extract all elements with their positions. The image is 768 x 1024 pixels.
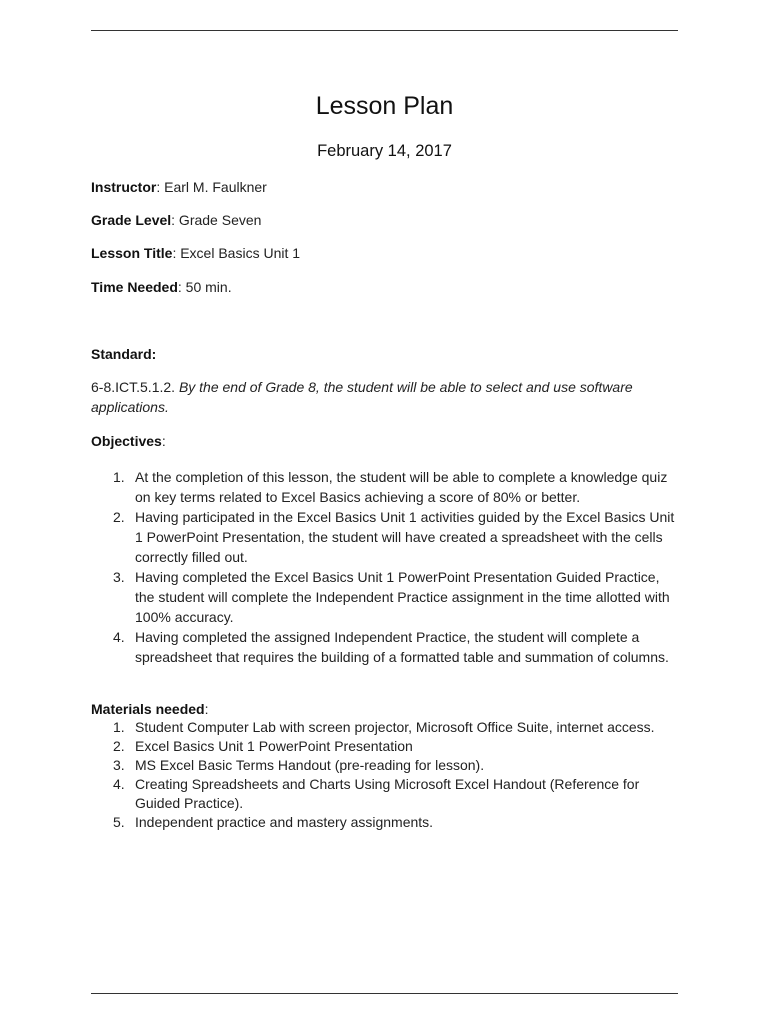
material-text: Excel Basics Unit 1 PowerPoint Presentation — [135, 738, 413, 754]
time-needed-field — [91, 278, 232, 296]
list-number: 1. — [113, 469, 125, 485]
standard-heading — [91, 345, 156, 363]
material-text: MS Excel Basic Terms Handout (pre-reading for lesson). — [135, 757, 485, 773]
list-number: 4. — [113, 629, 125, 645]
material-text: Independent practice and mastery assignments. — [135, 814, 434, 830]
document-title: Lesson Plan — [315, 92, 454, 120]
list-item — [91, 718, 678, 737]
standard-heading-text: Standard: — [91, 346, 157, 362]
list-item — [91, 627, 678, 667]
list-item — [91, 737, 678, 756]
grade-level-field — [91, 211, 261, 229]
list-number: 4. — [113, 776, 125, 792]
materials-heading-text: Materials needed — [91, 701, 205, 717]
materials-heading-suffix: : — [204, 701, 209, 717]
footer-rule — [91, 993, 678, 994]
materials-heading — [91, 700, 209, 718]
list-number: 2. — [113, 738, 125, 754]
lesson-title-value: : Excel Basics Unit 1 — [172, 245, 301, 261]
objectives-heading-suffix: : — [161, 433, 166, 449]
list-item — [91, 756, 678, 775]
list-number: 5. — [113, 814, 125, 830]
objective-text: Having participated in the Excel Basics Unit 1 activities guided by the Excel Basics Unit 1 PowerPoint Presentation, the student will have created a spreadsheet with the cells correctly filled out. — [135, 509, 675, 565]
list-item — [91, 813, 678, 832]
materials-list — [91, 718, 678, 832]
lesson-title-field — [91, 244, 300, 262]
objective-text: At the completion of this lesson, the student will be able to complete a knowledge quiz on key terms related to Excel Basics achieving a score of 80% or better. — [135, 469, 668, 505]
document-date: February 14, 2017 — [317, 142, 452, 160]
objective-text: Having completed the Excel Basics Unit 1 PowerPoint Presentation Guided Practice, the student will complete the Independent Practice assignment in the time allotted with 100% accuracy. — [135, 569, 670, 625]
standard-description: By the end of Grade 8, the student will be able to select and use software applications. — [91, 379, 633, 415]
objectives-heading — [91, 432, 166, 450]
list-item — [91, 507, 678, 567]
list-number: 3. — [113, 569, 125, 585]
standard-code: 6-8.ICT.5.1.2. — [91, 379, 179, 395]
time-needed-label: Time Needed — [91, 279, 178, 295]
time-needed-value: : 50 min. — [177, 279, 232, 295]
objectives-list — [91, 467, 678, 667]
instructor-field — [91, 178, 267, 196]
list-number: 2. — [113, 509, 125, 525]
instructor-value: : Earl M. Faulkner — [156, 179, 267, 195]
list-item — [91, 775, 678, 813]
material-text: Creating Spreadsheets and Charts Using Microsoft Excel Handout (Reference for Guided Practice). — [135, 776, 640, 811]
list-number: 3. — [113, 757, 125, 773]
header-rule — [91, 30, 678, 31]
list-number: 1. — [113, 719, 125, 735]
grade-level-value: : Grade Seven — [171, 212, 262, 228]
lesson-title-label: Lesson Title — [91, 245, 173, 261]
standard-text — [91, 377, 678, 417]
objectives-heading-text: Objectives — [91, 433, 162, 449]
instructor-label: Instructor — [91, 179, 157, 195]
objective-text: Having completed the assigned Independent Practice, the student will complete a spreadsheet that requires the building of a formatted table and summation of columns. — [135, 629, 669, 665]
material-text: Student Computer Lab with screen projector, Microsoft Office Suite, internet access. — [135, 719, 655, 735]
list-item — [91, 467, 678, 507]
list-item — [91, 567, 678, 627]
grade-level-label: Grade Level — [91, 212, 172, 228]
